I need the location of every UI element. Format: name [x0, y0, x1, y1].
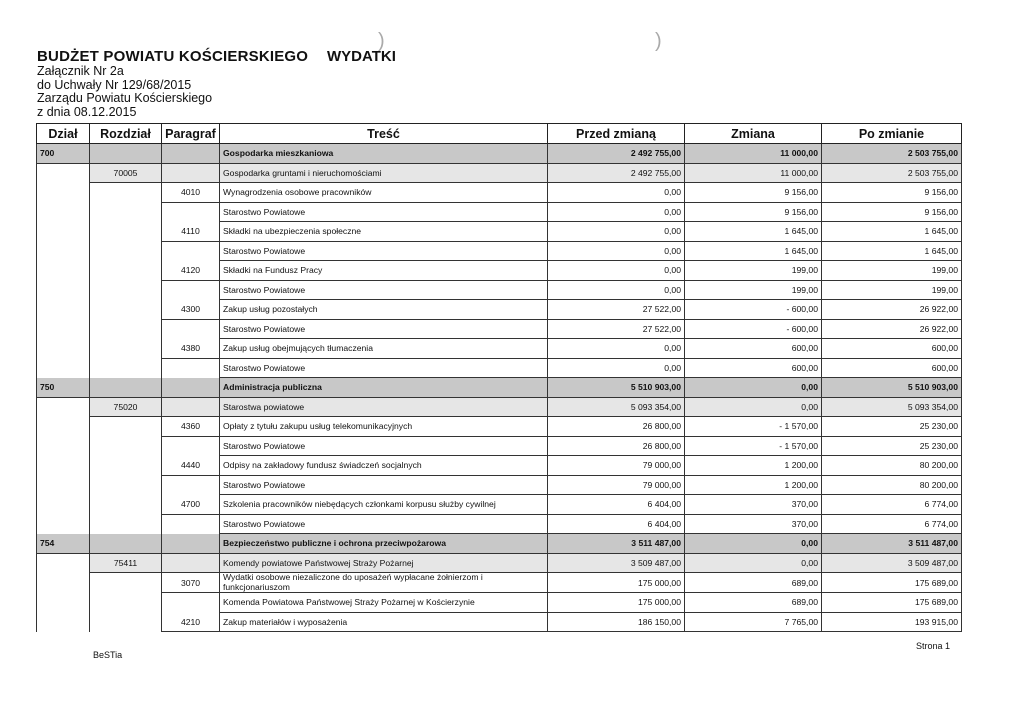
- cell-zmiana: 9 156,00: [685, 183, 822, 203]
- cell-zmiana: - 1 570,00: [685, 417, 822, 437]
- cell-paragraf: [162, 593, 220, 613]
- cell-dzial: [37, 436, 90, 456]
- cell-po: 175 689,00: [822, 573, 962, 593]
- cell-zmiana: 0,00: [685, 534, 822, 554]
- budget-table: [36, 123, 962, 632]
- cell-po: 26 922,00: [822, 300, 962, 320]
- cell-zmiana: 0,00: [685, 553, 822, 573]
- cell-dzial: [37, 241, 90, 261]
- cell-zmiana: - 600,00: [685, 300, 822, 320]
- table-row: [37, 475, 962, 495]
- footer-software: BeSTia: [93, 650, 123, 660]
- cell-dzial: [37, 300, 90, 320]
- cell-przed: 26 800,00: [548, 417, 685, 437]
- col-header-zmiana: Zmiana: [685, 124, 822, 144]
- cell-zmiana: 0,00: [685, 397, 822, 417]
- cell-zmiana: 1 645,00: [685, 222, 822, 242]
- cell-tresc: Zakup usług obejmujących tłumaczenia: [220, 339, 548, 359]
- cell-tresc: Składki na ubezpieczenia społeczne: [220, 222, 548, 242]
- table-row: [37, 202, 962, 222]
- cell-rozdzial: [90, 358, 162, 378]
- cell-po: 25 230,00: [822, 436, 962, 456]
- cell-tresc: Administracja publiczna: [220, 378, 548, 398]
- cell-dzial: [37, 573, 90, 593]
- table-row: [37, 534, 962, 554]
- section-title: WYDATKI: [327, 48, 396, 65]
- cell-po: 6 774,00: [822, 495, 962, 515]
- cell-przed: 0,00: [548, 358, 685, 378]
- cell-dzial: [37, 514, 90, 534]
- cell-tresc: Starostwo Powiatowe: [220, 358, 548, 378]
- cell-paragraf: [162, 144, 220, 164]
- cell-przed: 2 492 755,00: [548, 163, 685, 183]
- cell-przed: 5 510 903,00: [548, 378, 685, 398]
- cell-tresc: Gospodarka gruntami i nieruchomościami: [220, 163, 548, 183]
- table-header-row: [37, 124, 962, 144]
- cell-po: 199,00: [822, 261, 962, 281]
- col-header-tresc: Treść: [220, 124, 548, 144]
- cell-paragraf: 3070: [162, 573, 220, 593]
- cell-przed: 3 511 487,00: [548, 534, 685, 554]
- cell-rozdzial: [90, 261, 162, 281]
- table-row: [37, 319, 962, 339]
- cell-dzial: [37, 358, 90, 378]
- cell-tresc: Zakup usług pozostałych: [220, 300, 548, 320]
- cell-rozdzial: 70005: [90, 163, 162, 183]
- cell-paragraf: [162, 202, 220, 222]
- cell-paragraf: [162, 475, 220, 495]
- cell-dzial: [37, 183, 90, 203]
- cell-paragraf: [162, 358, 220, 378]
- table-row: [37, 495, 962, 515]
- cell-tresc: Gospodarka mieszkaniowa: [220, 144, 548, 164]
- cell-zmiana: 370,00: [685, 495, 822, 515]
- col-header-po: Po zmianie: [822, 124, 962, 144]
- document-header: [37, 48, 308, 119]
- cell-rozdzial: [90, 495, 162, 515]
- cell-przed: 6 404,00: [548, 495, 685, 515]
- cell-dzial: [37, 163, 90, 183]
- cell-paragraf: 4380: [162, 339, 220, 359]
- cell-dzial: 700: [37, 144, 90, 164]
- cell-rozdzial: [90, 593, 162, 613]
- table-row: [37, 339, 962, 359]
- cell-tresc: Starostwo Powiatowe: [220, 319, 548, 339]
- cell-zmiana: 1 200,00: [685, 456, 822, 476]
- cell-rozdzial: [90, 280, 162, 300]
- table-row: [37, 183, 962, 203]
- cell-paragraf: [162, 319, 220, 339]
- cell-po: 199,00: [822, 280, 962, 300]
- cell-paragraf: [162, 378, 220, 398]
- cell-paragraf: 4110: [162, 222, 220, 242]
- cell-zmiana: - 600,00: [685, 319, 822, 339]
- cell-przed: 0,00: [548, 222, 685, 242]
- header-line-1: Załącznik Nr 2a: [37, 64, 124, 78]
- header-line-3: Zarządu Powiatu Kościerskiego: [37, 91, 213, 105]
- cell-po: 600,00: [822, 358, 962, 378]
- cell-paragraf: [162, 241, 220, 261]
- cell-przed: 26 800,00: [548, 436, 685, 456]
- cell-przed: 6 404,00: [548, 514, 685, 534]
- table-row: [37, 593, 962, 613]
- cell-po: 3 511 487,00: [822, 534, 962, 554]
- cell-dzial: [37, 612, 90, 632]
- table-row: [37, 163, 962, 183]
- cell-zmiana: 199,00: [685, 261, 822, 281]
- cell-dzial: [37, 222, 90, 242]
- cell-tresc: Wynagrodzenia osobowe pracowników: [220, 183, 548, 203]
- cell-zmiana: 370,00: [685, 514, 822, 534]
- cell-rozdzial: [90, 456, 162, 476]
- cell-paragraf: 4440: [162, 456, 220, 476]
- cell-zmiana: - 1 570,00: [685, 436, 822, 456]
- cell-dzial: 754: [37, 534, 90, 554]
- cell-paragraf: 4210: [162, 612, 220, 632]
- cell-przed: 0,00: [548, 241, 685, 261]
- cell-zmiana: 600,00: [685, 358, 822, 378]
- table-row: [37, 553, 962, 573]
- cell-paragraf: [162, 163, 220, 183]
- cell-dzial: [37, 319, 90, 339]
- cell-przed: 186 150,00: [548, 612, 685, 632]
- cell-zmiana: 689,00: [685, 593, 822, 613]
- cell-paragraf: [162, 436, 220, 456]
- cell-tresc: Komendy powiatowe Państwowej Straży Pożarnej: [220, 553, 548, 573]
- cell-przed: 3 509 487,00: [548, 553, 685, 573]
- cell-tresc: Starostwo Powiatowe: [220, 475, 548, 495]
- cell-rozdzial: [90, 300, 162, 320]
- cell-dzial: [37, 397, 90, 417]
- cell-po: 3 509 487,00: [822, 553, 962, 573]
- cell-po: 9 156,00: [822, 183, 962, 203]
- header-line-2: do Uchwały Nr 129/68/2015: [37, 77, 192, 92]
- cell-dzial: 750: [37, 378, 90, 398]
- cell-tresc: Starostwo Powiatowe: [220, 436, 548, 456]
- scan-mark: ): [655, 30, 662, 52]
- table-row: [37, 378, 962, 398]
- cell-przed: 0,00: [548, 202, 685, 222]
- cell-przed: 2 492 755,00: [548, 144, 685, 164]
- table-row: [37, 358, 962, 378]
- cell-po: 25 230,00: [822, 417, 962, 437]
- cell-zmiana: 0,00: [685, 378, 822, 398]
- cell-dzial: [37, 261, 90, 281]
- cell-dzial: [37, 456, 90, 476]
- cell-po: 80 200,00: [822, 456, 962, 476]
- cell-przed: 175 000,00: [548, 593, 685, 613]
- cell-rozdzial: [90, 514, 162, 534]
- cell-po: 80 200,00: [822, 475, 962, 495]
- cell-po: 9 156,00: [822, 202, 962, 222]
- cell-tresc: Bezpieczeństwo publiczne i ochrona przeciwpożarowa: [220, 534, 548, 554]
- col-header-dzial: Dział: [37, 124, 90, 144]
- cell-po: 175 689,00: [822, 593, 962, 613]
- cell-paragraf: 4700: [162, 495, 220, 515]
- cell-przed: 0,00: [548, 339, 685, 359]
- cell-dzial: [37, 202, 90, 222]
- col-header-przed: Przed zmianą: [548, 124, 685, 144]
- table-body: [37, 144, 962, 632]
- scan-mark: ): [378, 30, 385, 52]
- cell-tresc: Zakup materiałów i wyposażenia: [220, 612, 548, 632]
- cell-tresc: Szkolenia pracowników niebędących członkami korpusu służby cywilnej: [220, 495, 548, 515]
- cell-tresc: Odpisy na zakładowy fundusz świadczeń socjalnych: [220, 456, 548, 476]
- cell-po: 1 645,00: [822, 241, 962, 261]
- cell-zmiana: 11 000,00: [685, 144, 822, 164]
- cell-tresc: Starostwo Powiatowe: [220, 202, 548, 222]
- cell-zmiana: 9 156,00: [685, 202, 822, 222]
- header-line-4: z dnia 08.12.2015: [37, 104, 137, 119]
- cell-dzial: [37, 417, 90, 437]
- cell-po: 26 922,00: [822, 319, 962, 339]
- table-row: [37, 144, 962, 164]
- cell-rozdzial: [90, 573, 162, 593]
- cell-paragraf: 4010: [162, 183, 220, 203]
- table-row: [37, 397, 962, 417]
- cell-zmiana: 1 645,00: [685, 241, 822, 261]
- cell-paragraf: [162, 280, 220, 300]
- table-row: [37, 612, 962, 632]
- cell-po: 193 915,00: [822, 612, 962, 632]
- cell-po: 1 645,00: [822, 222, 962, 242]
- cell-dzial: [37, 495, 90, 515]
- table-row: [37, 261, 962, 281]
- table-row: [37, 456, 962, 476]
- cell-rozdzial: [90, 612, 162, 632]
- cell-przed: 0,00: [548, 183, 685, 203]
- cell-przed: 0,00: [548, 261, 685, 281]
- cell-zmiana: 600,00: [685, 339, 822, 359]
- document-title: BUDŻET POWIATU KOŚCIERSKIEGO: [37, 48, 309, 65]
- table-row: [37, 280, 962, 300]
- cell-rozdzial: [90, 417, 162, 437]
- cell-rozdzial: [90, 534, 162, 554]
- cell-zmiana: 11 000,00: [685, 163, 822, 183]
- cell-zmiana: 7 765,00: [685, 612, 822, 632]
- cell-paragraf: [162, 397, 220, 417]
- cell-tresc: Starostwo Powiatowe: [220, 514, 548, 534]
- cell-paragraf: [162, 534, 220, 554]
- table-row: [37, 241, 962, 261]
- cell-paragraf: 4360: [162, 417, 220, 437]
- cell-dzial: [37, 593, 90, 613]
- cell-rozdzial: [90, 319, 162, 339]
- cell-rozdzial: [90, 378, 162, 398]
- cell-rozdzial: [90, 475, 162, 495]
- cell-tresc: Starostwo Powiatowe: [220, 241, 548, 261]
- cell-dzial: [37, 553, 90, 573]
- cell-po: 600,00: [822, 339, 962, 359]
- cell-dzial: [37, 475, 90, 495]
- cell-po: 2 503 755,00: [822, 144, 962, 164]
- cell-paragraf: [162, 514, 220, 534]
- col-header-rozdzial: Rozdział: [90, 124, 162, 144]
- cell-przed: 27 522,00: [548, 319, 685, 339]
- cell-po: 5 093 354,00: [822, 397, 962, 417]
- cell-rozdzial: [90, 339, 162, 359]
- cell-paragraf: 4300: [162, 300, 220, 320]
- table-row: [37, 436, 962, 456]
- table-row: [37, 300, 962, 320]
- cell-dzial: [37, 339, 90, 359]
- table-row: [37, 573, 962, 593]
- table-row: [37, 417, 962, 437]
- table-row: [37, 514, 962, 534]
- cell-tresc: Starostwa powiatowe: [220, 397, 548, 417]
- cell-przed: 0,00: [548, 280, 685, 300]
- cell-rozdzial: 75020: [90, 397, 162, 417]
- cell-przed: 79 000,00: [548, 475, 685, 495]
- cell-po: 6 774,00: [822, 514, 962, 534]
- cell-tresc: Starostwo Powiatowe: [220, 280, 548, 300]
- cell-tresc: Opłaty z tytułu zakupu usług telekomunikacyjnych: [220, 417, 548, 437]
- cell-rozdzial: [90, 183, 162, 203]
- cell-zmiana: 689,00: [685, 573, 822, 593]
- table-row: [37, 222, 962, 242]
- cell-przed: 175 000,00: [548, 573, 685, 593]
- cell-tresc: Komenda Powiatowa Państwowej Straży Pożarnej w Kościerzynie: [220, 593, 548, 613]
- cell-rozdzial: [90, 144, 162, 164]
- cell-przed: 5 093 354,00: [548, 397, 685, 417]
- cell-rozdzial: [90, 222, 162, 242]
- cell-rozdzial: [90, 241, 162, 261]
- cell-po: 2 503 755,00: [822, 163, 962, 183]
- cell-rozdzial: 75411: [90, 553, 162, 573]
- cell-przed: 79 000,00: [548, 456, 685, 476]
- cell-rozdzial: [90, 202, 162, 222]
- cell-tresc: Składki na Fundusz Pracy: [220, 261, 548, 281]
- cell-przed: 27 522,00: [548, 300, 685, 320]
- cell-po: 5 510 903,00: [822, 378, 962, 398]
- cell-tresc: Wydatki osobowe niezaliczone do uposażeń wypłacane żołnierzom i funkcjonariuszom: [220, 573, 548, 593]
- col-header-paragraf: Paragraf: [162, 124, 220, 144]
- cell-paragraf: 4120: [162, 261, 220, 281]
- cell-paragraf: [162, 553, 220, 573]
- cell-zmiana: 199,00: [685, 280, 822, 300]
- cell-rozdzial: [90, 436, 162, 456]
- cell-zmiana: 1 200,00: [685, 475, 822, 495]
- cell-dzial: [37, 280, 90, 300]
- footer-page-number: Strona 1: [916, 641, 951, 651]
